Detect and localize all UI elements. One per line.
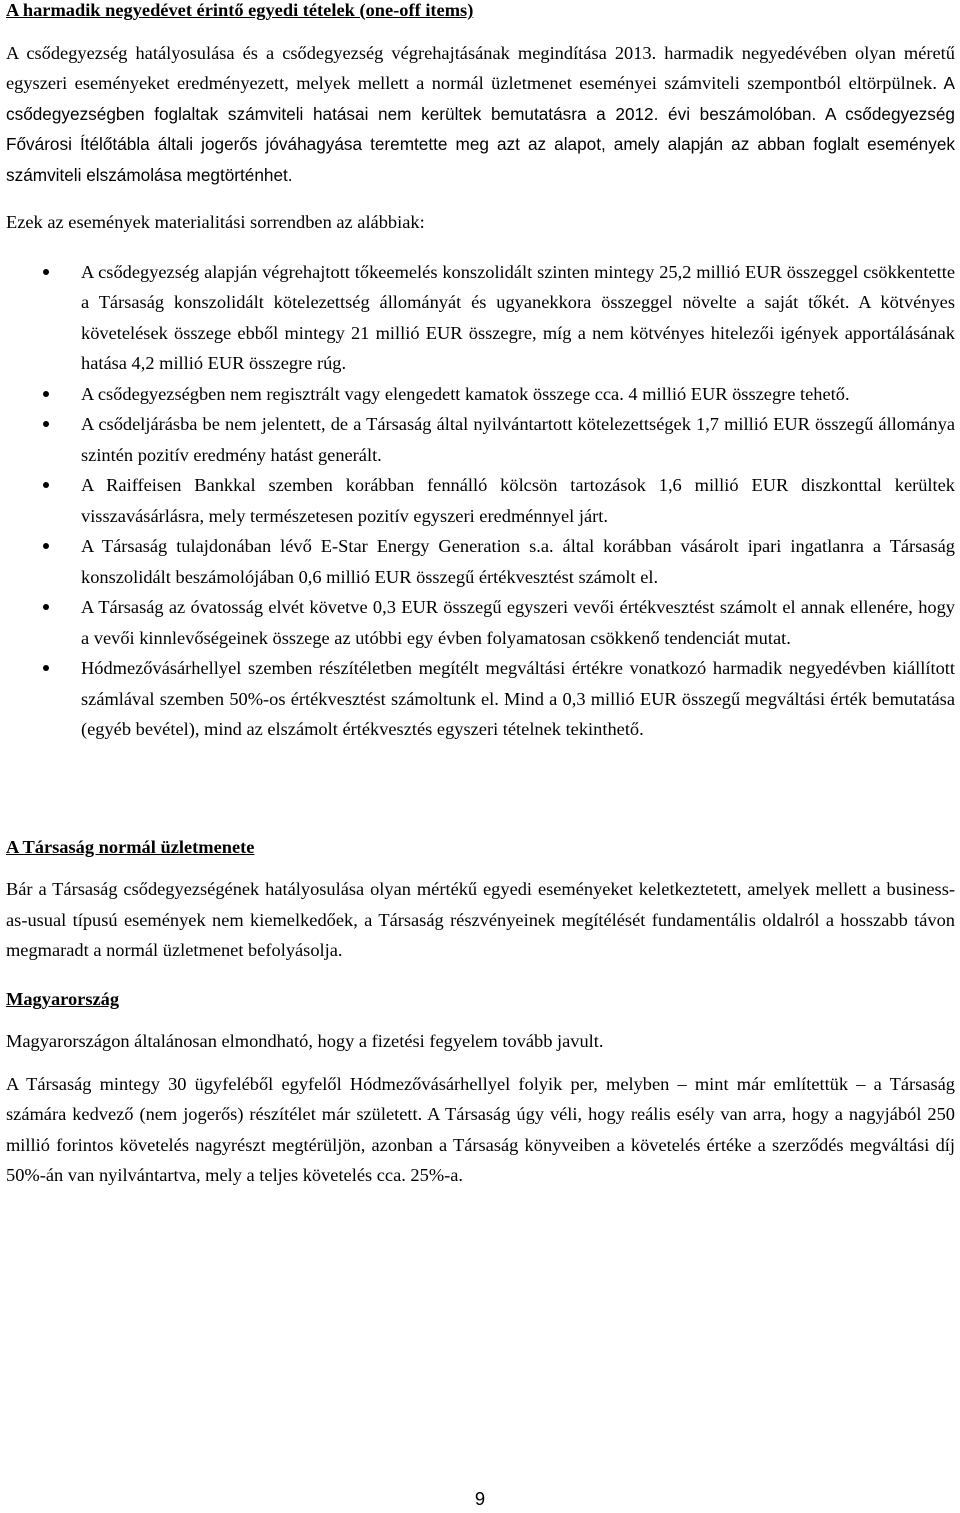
paragraph-normal-business: Bár a Társaság csődegyezségének hatályosulása olyan mértékű egyedi eseményeket keletkeztetett, amelyek mellett a business-as-usual típusú események nem kiemelkedőek, a Társaság részvényeinek megítélését fundamentális oldalról a hosszabb távon megmaradt a normál üzletmenet befolyásolja. [6,879,955,960]
list-item: A csődegyezség alapján végrehajtott tőkeemelés konszolidált szinten mintegy 25,2 millió EUR összeggel csökkentette a Társaság konszolidált kötelezettség állományát és ugyanekkora összeggel növelte a saját tőkét. A kötvényes követelések összege ebből mintegy 21 millió EUR összegre, míg a nem kötvényes hitelezői igények apportálásának hatása 4,2 millió EUR összegre rúg. [6,257,955,379]
list-item: A Társaság az óvatosság elvét követve 0,3 EUR összegű egyszeri vevői értékvesztést számolt el annak ellenére, hogy a vevői kinnlevőségeinek összege az utóbbi egy évben folyamatosan csökkenő tendenciát mutat. [6,592,955,653]
list-item: Hódmezővásárhellyel szemben részítéletben megítélt megváltási értékre vonatkozó harmadik negyedévben kiállított számlával szemben 50%-os értékvesztést számoltunk el. Mind a 0,3 millió EUR összegű megváltási érték bemutatása (egyéb bevétel), mind az elszámolt értékvesztés egyszeri tételnek tekinthető. [6,653,955,745]
paragraph-hodmezovasarhely: A Társaság mintegy 30 ügyfeléből egyfelől Hódmezővásárhellyel folyik per, melyben – mint már említettük – a Társaság számára kedvező (nem jogerős) részítélet már született. A Társaság úgy véli, hogy reális esély van arra, hogy a nagyjából 250 millió forintos követelés nagyrészt megtérüljön, azonban a Társaság könyveiben a követelés értéke a szerződés megváltási díj 50%-án van nyilvántartva, mely a teljes követelés cca. 25%-a. [6,1073,955,1185]
paragraph-payment-discipline: Magyarországon általánosan elmondható, hogy a fizetési fegyelem tovább javult. [6,1031,604,1051]
document-page [6,0,955,1191]
page-number: 9 [474,1488,486,1509]
list-item: A Raiffeisen Bankkal szemben korábban fennálló kölcsön tartozások 1,6 millió EUR diszkonttal kerültek visszavásárlásra, mely természetesen pozitív egyszeri eredménnyel járt. [6,470,955,531]
paragraph-intro [6,38,955,191]
one-off-items-list [6,257,955,745]
list-item: A csődeljárásba be nem jelentett, de a Társaság által nyilvántartott kötelezettségek 1,7 millió EUR összegű állománya szintén pozitív eredmény hatást generált. [6,409,955,470]
section-heading-hungary: Magyarország [6,988,120,1009]
intro-text-sans: A csődegyezségben foglaltak számviteli hatásai nem kerültek bemutatásra a 2012. évi beszámolóban. A csődegyezség Fővárosi Ítélőtábla általi jogerős jóváhagyása teremtette meg azt az alapot, amely alapján az abban foglalt események számviteli elszámolása megtörténhet. [6,73,955,185]
paragraph-materiality: Ezek az események materialitási sorrendben az alábbiak: [6,212,425,232]
section-heading-normal-business: A Társaság normál üzletmenete [6,836,255,857]
list-item: A Társaság tulajdonában lévő E-Star Energy Generation s.a. által korábban vásárolt ipari ingatlanra a Társaság konszolidált beszámolójában 0,6 millió EUR összegű értékvesztést számolt el. [6,531,955,592]
intro-text-serif: A csődegyezség hatályosulása és a csődegyezség végrehajtásának megindítása 2013. harmadik negyedévében olyan méretű egyszeri eseményeket eredményezett, melyek mellett a normál üzletmenet eseményei számviteli szempontból eltörpülnek. [6,42,955,93]
section-heading-one-off-items: A harmadik negyedévet érintő egyedi tételek (one-off items) [6,0,474,20]
list-item: A csődegyezségben nem regisztrált vagy elengedett kamatok összege cca. 4 millió EUR összegre tehető. [6,379,955,410]
